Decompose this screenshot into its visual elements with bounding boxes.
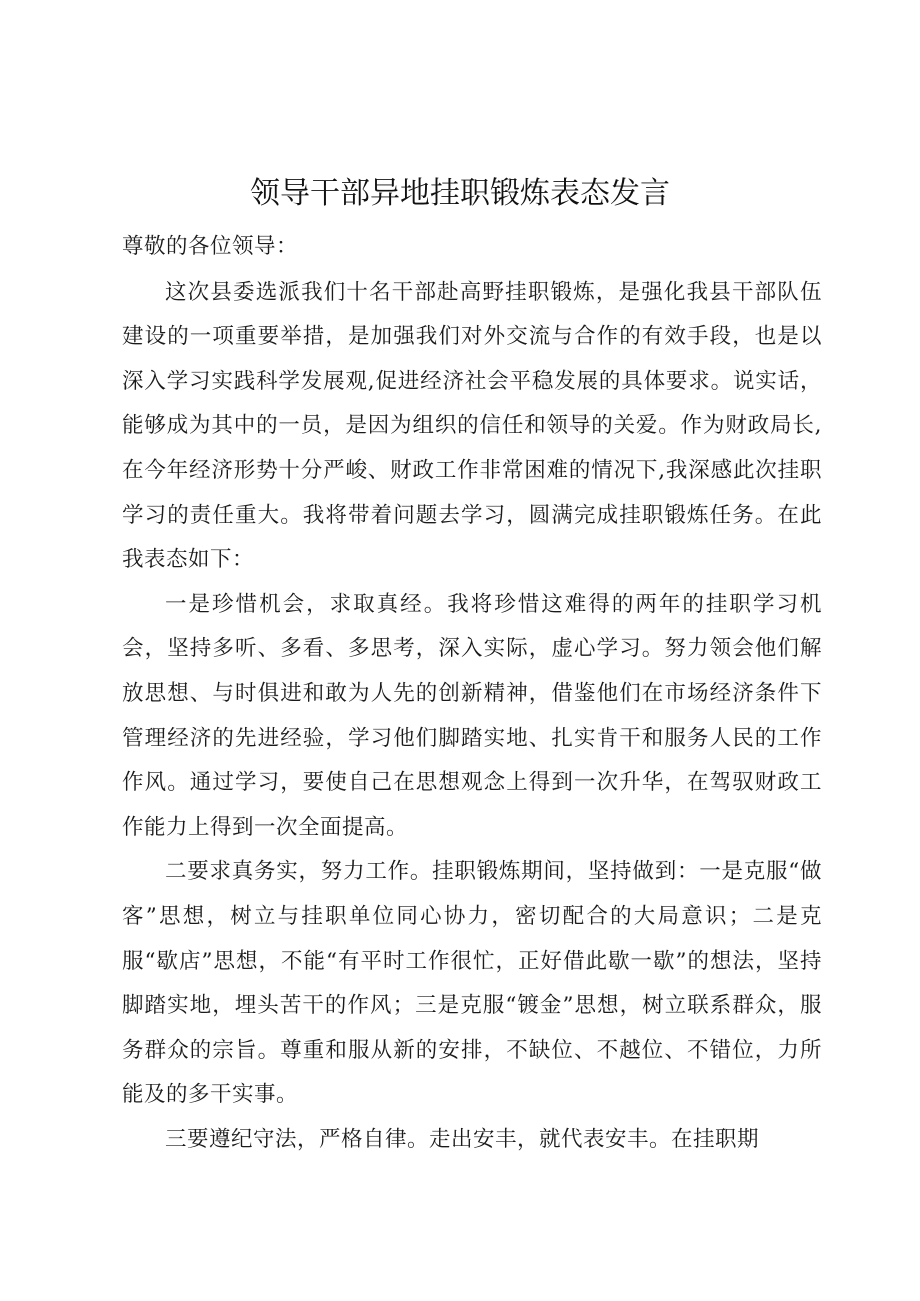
salutation: 尊敬的各位领导：	[122, 234, 299, 259]
document-title: 领导干部异地挂职锻炼表态发言	[250, 176, 670, 211]
paragraph-point-two: 二要求真务实，努力工作。挂职锻炼期间，坚持做到：一是克服“做客”思想，树立与挂职单位同心协力，密切配合的大局意识；二是克服“歇店”思想，不能“有平时工作很忙，正好借此歇一歇”的想法，坚持脚踏实地，埋头苦干的作风；三是克服“镀金”思想，树立联系群众，服务群众的宗旨。尊重和服从新的安排，不缺位、不越位、不错位，力所能及的多干实事。	[122, 859, 822, 1108]
paragraph-point-one: 一是珍惜机会，求取真经。我将珍惜这难得的两年的挂职学习机会，坚持多听、多看、多思考，深入实际，虚心学习。努力领会他们解放思想、与时俱进和敢为人先的创新精神，借鉴他们在市场经济条件下管理经济的先进经验，学习他们脚踏实地、扎实肯干和服务人民的工作作风。通过学习，要使自己在思想观念上得到一次升华，在驾驭财政工作能力上得到一次全面提高。	[122, 591, 822, 840]
paragraph-point-three: 三要遵纪守法，严格自律。走出安丰，就代表安丰。在挂职期	[165, 1126, 760, 1152]
document-body	[122, 225, 822, 1162]
paragraph-intro: 这次县委选派我们十名干部赴高野挂职锻炼，是强化我县干部队伍建设的一项重要举措，是加强我们对外交流与合作的有效手段，也是以深入学习实践科学发展观,促进经济社会平稳发展的具体要求。说实话，能够成为其中的一员，是因为组织的信任和领导的关爱。作为财政局长,在今年经济形势十分严峻、财政工作非常困难的情况下,我深感此次挂职学习的责任重大。我将带着问题去学习，圆满完成挂职锻炼任务。在此我表态如下：	[122, 279, 822, 573]
